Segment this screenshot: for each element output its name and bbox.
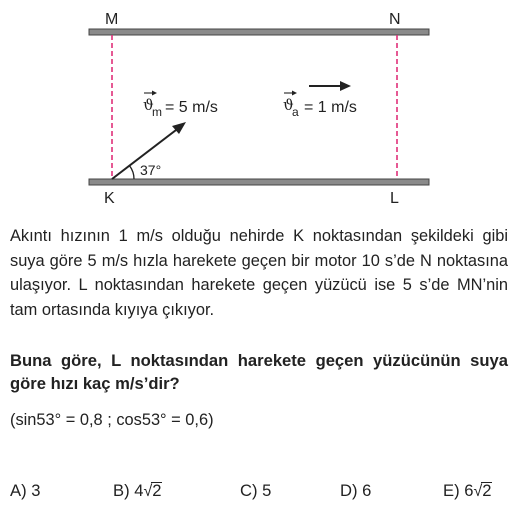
choice-e-letter: E) — [443, 481, 460, 500]
vm-value: = 5 m/s — [165, 99, 218, 116]
choice-e-coef: 6 — [464, 481, 474, 500]
va-symbol: ϑ — [283, 96, 294, 114]
va-vector-tip — [292, 91, 297, 96]
problem-text: Akıntı hızının 1 m/s olduğu nehirde K noktasından şekildeki gibi suya göre 5 m/s hızla harekete geçen bir motor 10 s’de N noktasına ulaşıyor. L noktasından harekete geçen yüzücü ise 5 s’de MN’nin tam ortasında kıyıya çıkıyor. — [10, 227, 508, 319]
choice-a-value: 3 — [31, 481, 41, 500]
question-text: Buna göre, L noktasından harekete geçen yüzücünün suya göre hızı kaç m/s’dir? — [10, 351, 508, 393]
label-l: L — [390, 190, 399, 207]
choice-b[interactable] — [113, 480, 162, 503]
choice-e[interactable] — [443, 480, 492, 503]
sqrt-icon: √ — [473, 483, 483, 500]
choice-c-letter: C) — [240, 481, 258, 500]
bottom-bank — [89, 179, 429, 185]
choice-b-radicand: 2 — [152, 481, 162, 500]
angle-arc — [130, 166, 134, 179]
choice-d-value: 6 — [362, 481, 372, 500]
choice-d-letter: D) — [340, 481, 358, 500]
choice-e-radicand: 2 — [482, 481, 492, 500]
label-k: K — [104, 190, 115, 207]
top-bank — [89, 29, 429, 35]
label-m: M — [105, 11, 119, 28]
river-diagram — [0, 0, 517, 215]
vm-symbol: ϑ — [143, 96, 154, 114]
angle-label: 37° — [140, 162, 162, 178]
choice-b-coef: 4 — [134, 481, 144, 500]
choice-c-value: 5 — [262, 481, 272, 500]
choice-a[interactable] — [10, 480, 40, 502]
choice-a-letter: A) — [10, 481, 27, 500]
sqrt-icon: √ — [143, 483, 153, 500]
given-trig-values: (sin53° = 0,8 ; cos53° = 0,6) — [10, 411, 214, 429]
choice-b-letter: B) — [113, 481, 130, 500]
vm-subscript: m — [152, 105, 162, 119]
choice-d[interactable] — [340, 480, 371, 502]
vm-vector-tip — [152, 91, 157, 96]
va-arrow-head — [340, 81, 351, 91]
choice-c[interactable] — [240, 480, 271, 502]
va-subscript: a — [292, 105, 299, 119]
label-n: N — [389, 11, 401, 28]
va-value: = 1 m/s — [304, 99, 357, 116]
